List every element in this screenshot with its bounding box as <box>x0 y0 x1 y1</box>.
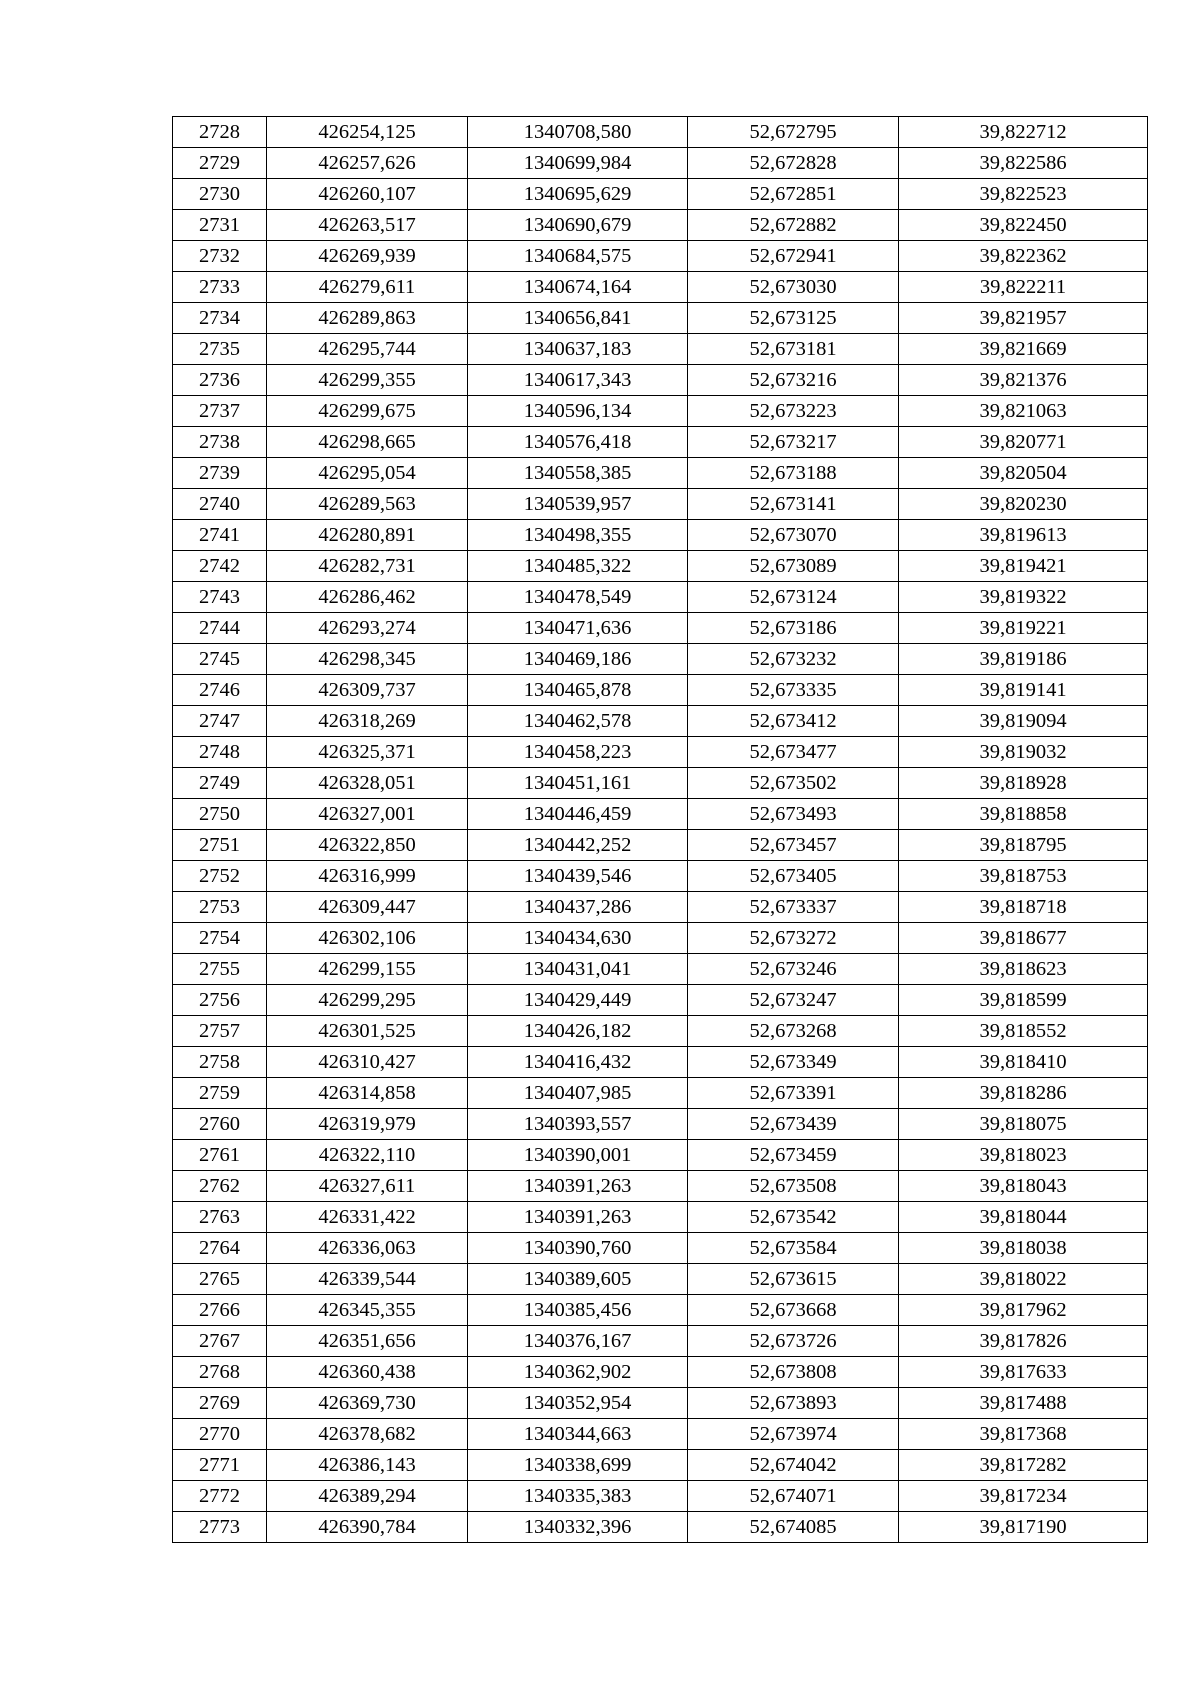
latitude-cell: 52,673477 <box>688 737 899 768</box>
longitude-cell: 39,819322 <box>899 582 1148 613</box>
point-number-cell: 2762 <box>173 1171 267 1202</box>
table-row <box>173 1140 1148 1171</box>
y-coordinate-cell: 1340434,630 <box>468 923 688 954</box>
y-coordinate-cell: 1340376,167 <box>468 1326 688 1357</box>
longitude-cell: 39,819421 <box>899 551 1148 582</box>
x-coordinate-cell: 426390,784 <box>267 1512 468 1543</box>
table-row <box>173 582 1148 613</box>
table-row <box>173 241 1148 272</box>
point-number-cell: 2729 <box>173 148 267 179</box>
longitude-cell: 39,818410 <box>899 1047 1148 1078</box>
point-number-cell: 2728 <box>173 117 267 148</box>
x-coordinate-cell: 426280,891 <box>267 520 468 551</box>
latitude-cell: 52,673188 <box>688 458 899 489</box>
point-number-cell: 2769 <box>173 1388 267 1419</box>
y-coordinate-cell: 1340393,557 <box>468 1109 688 1140</box>
table-row <box>173 551 1148 582</box>
x-coordinate-cell: 426309,447 <box>267 892 468 923</box>
point-number-cell: 2748 <box>173 737 267 768</box>
latitude-cell: 52,673335 <box>688 675 899 706</box>
y-coordinate-cell: 1340465,878 <box>468 675 688 706</box>
point-number-cell: 2761 <box>173 1140 267 1171</box>
y-coordinate-cell: 1340690,679 <box>468 210 688 241</box>
point-number-cell: 2731 <box>173 210 267 241</box>
x-coordinate-cell: 426299,295 <box>267 985 468 1016</box>
x-coordinate-cell: 426327,611 <box>267 1171 468 1202</box>
y-coordinate-cell: 1340390,760 <box>468 1233 688 1264</box>
latitude-cell: 52,673349 <box>688 1047 899 1078</box>
x-coordinate-cell: 426360,438 <box>267 1357 468 1388</box>
x-coordinate-cell: 426286,462 <box>267 582 468 613</box>
latitude-cell: 52,673247 <box>688 985 899 1016</box>
latitude-cell: 52,672941 <box>688 241 899 272</box>
point-number-cell: 2760 <box>173 1109 267 1140</box>
latitude-cell: 52,673070 <box>688 520 899 551</box>
point-number-cell: 2766 <box>173 1295 267 1326</box>
table-row <box>173 1109 1148 1140</box>
latitude-cell: 52,672828 <box>688 148 899 179</box>
latitude-cell: 52,672882 <box>688 210 899 241</box>
table-row <box>173 1512 1148 1543</box>
table-row <box>173 923 1148 954</box>
table-row <box>173 644 1148 675</box>
x-coordinate-cell: 426289,863 <box>267 303 468 334</box>
latitude-cell: 52,674042 <box>688 1450 899 1481</box>
longitude-cell: 39,821957 <box>899 303 1148 334</box>
latitude-cell: 52,673893 <box>688 1388 899 1419</box>
x-coordinate-cell: 426263,517 <box>267 210 468 241</box>
longitude-cell: 39,817488 <box>899 1388 1148 1419</box>
longitude-cell: 39,818928 <box>899 768 1148 799</box>
y-coordinate-cell: 1340352,954 <box>468 1388 688 1419</box>
table-row <box>173 737 1148 768</box>
table-row <box>173 179 1148 210</box>
latitude-cell: 52,674071 <box>688 1481 899 1512</box>
table-row <box>173 613 1148 644</box>
x-coordinate-cell: 426386,143 <box>267 1450 468 1481</box>
latitude-cell: 52,673615 <box>688 1264 899 1295</box>
longitude-cell: 39,817962 <box>899 1295 1148 1326</box>
y-coordinate-cell: 1340442,252 <box>468 830 688 861</box>
point-number-cell: 2772 <box>173 1481 267 1512</box>
latitude-cell: 52,673246 <box>688 954 899 985</box>
latitude-cell: 52,673125 <box>688 303 899 334</box>
point-number-cell: 2745 <box>173 644 267 675</box>
point-number-cell: 2756 <box>173 985 267 1016</box>
point-number-cell: 2742 <box>173 551 267 582</box>
y-coordinate-cell: 1340617,343 <box>468 365 688 396</box>
longitude-cell: 39,819141 <box>899 675 1148 706</box>
latitude-cell: 52,673272 <box>688 923 899 954</box>
latitude-cell: 52,673439 <box>688 1109 899 1140</box>
latitude-cell: 52,673808 <box>688 1357 899 1388</box>
table-row <box>173 520 1148 551</box>
y-coordinate-cell: 1340539,957 <box>468 489 688 520</box>
latitude-cell: 52,673216 <box>688 365 899 396</box>
x-coordinate-cell: 426327,001 <box>267 799 468 830</box>
table-row <box>173 1295 1148 1326</box>
point-number-cell: 2737 <box>173 396 267 427</box>
longitude-cell: 39,818795 <box>899 830 1148 861</box>
table-row <box>173 830 1148 861</box>
y-coordinate-cell: 1340446,459 <box>468 799 688 830</box>
longitude-cell: 39,822523 <box>899 179 1148 210</box>
x-coordinate-cell: 426389,294 <box>267 1481 468 1512</box>
y-coordinate-cell: 1340656,841 <box>468 303 688 334</box>
longitude-cell: 39,818038 <box>899 1233 1148 1264</box>
longitude-cell: 39,817368 <box>899 1419 1148 1450</box>
y-coordinate-cell: 1340362,902 <box>468 1357 688 1388</box>
latitude-cell: 52,673181 <box>688 334 899 365</box>
point-number-cell: 2739 <box>173 458 267 489</box>
longitude-cell: 39,818044 <box>899 1202 1148 1233</box>
table-row <box>173 892 1148 923</box>
longitude-cell: 39,818552 <box>899 1016 1148 1047</box>
longitude-cell: 39,820230 <box>899 489 1148 520</box>
latitude-cell: 52,673412 <box>688 706 899 737</box>
longitude-cell: 39,818753 <box>899 861 1148 892</box>
longitude-cell: 39,818022 <box>899 1264 1148 1295</box>
x-coordinate-cell: 426299,355 <box>267 365 468 396</box>
longitude-cell: 39,818023 <box>899 1140 1148 1171</box>
y-coordinate-cell: 1340431,041 <box>468 954 688 985</box>
latitude-cell: 52,673141 <box>688 489 899 520</box>
longitude-cell: 39,822586 <box>899 148 1148 179</box>
x-coordinate-cell: 426282,731 <box>267 551 468 582</box>
x-coordinate-cell: 426260,107 <box>267 179 468 210</box>
table-row <box>173 1202 1148 1233</box>
x-coordinate-cell: 426325,371 <box>267 737 468 768</box>
x-coordinate-cell: 426378,682 <box>267 1419 468 1450</box>
longitude-cell: 39,822211 <box>899 272 1148 303</box>
longitude-cell: 39,822712 <box>899 117 1148 148</box>
longitude-cell: 39,819094 <box>899 706 1148 737</box>
longitude-cell: 39,818286 <box>899 1078 1148 1109</box>
point-number-cell: 2746 <box>173 675 267 706</box>
coordinates-table-body <box>173 117 1148 1543</box>
table-row <box>173 768 1148 799</box>
longitude-cell: 39,818858 <box>899 799 1148 830</box>
x-coordinate-cell: 426328,051 <box>267 768 468 799</box>
table-row <box>173 489 1148 520</box>
point-number-cell: 2751 <box>173 830 267 861</box>
x-coordinate-cell: 426314,858 <box>267 1078 468 1109</box>
y-coordinate-cell: 1340335,383 <box>468 1481 688 1512</box>
longitude-cell: 39,817633 <box>899 1357 1148 1388</box>
y-coordinate-cell: 1340462,578 <box>468 706 688 737</box>
point-number-cell: 2773 <box>173 1512 267 1543</box>
table-row <box>173 1171 1148 1202</box>
coordinates-table <box>172 116 1148 1543</box>
point-number-cell: 2759 <box>173 1078 267 1109</box>
point-number-cell: 2754 <box>173 923 267 954</box>
latitude-cell: 52,673542 <box>688 1202 899 1233</box>
latitude-cell: 52,673502 <box>688 768 899 799</box>
latitude-cell: 52,673232 <box>688 644 899 675</box>
x-coordinate-cell: 426302,106 <box>267 923 468 954</box>
longitude-cell: 39,821376 <box>899 365 1148 396</box>
latitude-cell: 52,673268 <box>688 1016 899 1047</box>
table-row <box>173 1264 1148 1295</box>
x-coordinate-cell: 426310,427 <box>267 1047 468 1078</box>
point-number-cell: 2747 <box>173 706 267 737</box>
longitude-cell: 39,818677 <box>899 923 1148 954</box>
point-number-cell: 2743 <box>173 582 267 613</box>
x-coordinate-cell: 426289,563 <box>267 489 468 520</box>
table-row <box>173 706 1148 737</box>
table-row <box>173 148 1148 179</box>
x-coordinate-cell: 426301,525 <box>267 1016 468 1047</box>
longitude-cell: 39,818043 <box>899 1171 1148 1202</box>
y-coordinate-cell: 1340407,985 <box>468 1078 688 1109</box>
y-coordinate-cell: 1340558,385 <box>468 458 688 489</box>
point-number-cell: 2733 <box>173 272 267 303</box>
x-coordinate-cell: 426293,274 <box>267 613 468 644</box>
y-coordinate-cell: 1340708,580 <box>468 117 688 148</box>
x-coordinate-cell: 426339,544 <box>267 1264 468 1295</box>
x-coordinate-cell: 426316,999 <box>267 861 468 892</box>
latitude-cell: 52,673337 <box>688 892 899 923</box>
latitude-cell: 52,673459 <box>688 1140 899 1171</box>
x-coordinate-cell: 426257,626 <box>267 148 468 179</box>
longitude-cell: 39,822450 <box>899 210 1148 241</box>
y-coordinate-cell: 1340478,549 <box>468 582 688 613</box>
table-row <box>173 954 1148 985</box>
table-row <box>173 1326 1148 1357</box>
y-coordinate-cell: 1340332,396 <box>468 1512 688 1543</box>
point-number-cell: 2735 <box>173 334 267 365</box>
latitude-cell: 52,673030 <box>688 272 899 303</box>
x-coordinate-cell: 426299,155 <box>267 954 468 985</box>
x-coordinate-cell: 426298,665 <box>267 427 468 458</box>
latitude-cell: 52,673457 <box>688 830 899 861</box>
x-coordinate-cell: 426336,063 <box>267 1233 468 1264</box>
table-row <box>173 1450 1148 1481</box>
x-coordinate-cell: 426269,939 <box>267 241 468 272</box>
x-coordinate-cell: 426309,737 <box>267 675 468 706</box>
longitude-cell: 39,820771 <box>899 427 1148 458</box>
y-coordinate-cell: 1340637,183 <box>468 334 688 365</box>
point-number-cell: 2765 <box>173 1264 267 1295</box>
longitude-cell: 39,819032 <box>899 737 1148 768</box>
table-row <box>173 272 1148 303</box>
y-coordinate-cell: 1340391,263 <box>468 1171 688 1202</box>
table-row <box>173 210 1148 241</box>
latitude-cell: 52,673405 <box>688 861 899 892</box>
x-coordinate-cell: 426331,422 <box>267 1202 468 1233</box>
point-number-cell: 2744 <box>173 613 267 644</box>
table-row <box>173 675 1148 706</box>
point-number-cell: 2730 <box>173 179 267 210</box>
latitude-cell: 52,673508 <box>688 1171 899 1202</box>
table-row <box>173 1233 1148 1264</box>
point-number-cell: 2758 <box>173 1047 267 1078</box>
table-row <box>173 117 1148 148</box>
x-coordinate-cell: 426279,611 <box>267 272 468 303</box>
longitude-cell: 39,817234 <box>899 1481 1148 1512</box>
x-coordinate-cell: 426351,656 <box>267 1326 468 1357</box>
y-coordinate-cell: 1340674,164 <box>468 272 688 303</box>
x-coordinate-cell: 426345,355 <box>267 1295 468 1326</box>
y-coordinate-cell: 1340684,575 <box>468 241 688 272</box>
longitude-cell: 39,821669 <box>899 334 1148 365</box>
longitude-cell: 39,818599 <box>899 985 1148 1016</box>
y-coordinate-cell: 1340439,546 <box>468 861 688 892</box>
table-row <box>173 861 1148 892</box>
y-coordinate-cell: 1340699,984 <box>468 148 688 179</box>
point-number-cell: 2771 <box>173 1450 267 1481</box>
table-row <box>173 334 1148 365</box>
point-number-cell: 2770 <box>173 1419 267 1450</box>
point-number-cell: 2767 <box>173 1326 267 1357</box>
y-coordinate-cell: 1340416,432 <box>468 1047 688 1078</box>
latitude-cell: 52,673217 <box>688 427 899 458</box>
y-coordinate-cell: 1340338,699 <box>468 1450 688 1481</box>
longitude-cell: 39,817190 <box>899 1512 1148 1543</box>
x-coordinate-cell: 426318,269 <box>267 706 468 737</box>
y-coordinate-cell: 1340471,636 <box>468 613 688 644</box>
table-row <box>173 1078 1148 1109</box>
point-number-cell: 2736 <box>173 365 267 396</box>
y-coordinate-cell: 1340451,161 <box>468 768 688 799</box>
x-coordinate-cell: 426369,730 <box>267 1388 468 1419</box>
y-coordinate-cell: 1340485,322 <box>468 551 688 582</box>
table-row <box>173 1388 1148 1419</box>
point-number-cell: 2768 <box>173 1357 267 1388</box>
latitude-cell: 52,674085 <box>688 1512 899 1543</box>
x-coordinate-cell: 426254,125 <box>267 117 468 148</box>
longitude-cell: 39,817282 <box>899 1450 1148 1481</box>
latitude-cell: 52,673089 <box>688 551 899 582</box>
longitude-cell: 39,822362 <box>899 241 1148 272</box>
table-row <box>173 303 1148 334</box>
y-coordinate-cell: 1340344,663 <box>468 1419 688 1450</box>
x-coordinate-cell: 426298,345 <box>267 644 468 675</box>
x-coordinate-cell: 426322,110 <box>267 1140 468 1171</box>
table-row <box>173 427 1148 458</box>
x-coordinate-cell: 426295,054 <box>267 458 468 489</box>
point-number-cell: 2752 <box>173 861 267 892</box>
table-row <box>173 799 1148 830</box>
longitude-cell: 39,821063 <box>899 396 1148 427</box>
point-number-cell: 2741 <box>173 520 267 551</box>
y-coordinate-cell: 1340385,456 <box>468 1295 688 1326</box>
point-number-cell: 2732 <box>173 241 267 272</box>
latitude-cell: 52,673186 <box>688 613 899 644</box>
longitude-cell: 39,819221 <box>899 613 1148 644</box>
longitude-cell: 39,817826 <box>899 1326 1148 1357</box>
x-coordinate-cell: 426319,979 <box>267 1109 468 1140</box>
longitude-cell: 39,818623 <box>899 954 1148 985</box>
latitude-cell: 52,673391 <box>688 1078 899 1109</box>
point-number-cell: 2764 <box>173 1233 267 1264</box>
y-coordinate-cell: 1340576,418 <box>468 427 688 458</box>
longitude-cell: 39,818718 <box>899 892 1148 923</box>
y-coordinate-cell: 1340469,186 <box>468 644 688 675</box>
latitude-cell: 52,673124 <box>688 582 899 613</box>
point-number-cell: 2763 <box>173 1202 267 1233</box>
latitude-cell: 52,673493 <box>688 799 899 830</box>
longitude-cell: 39,819613 <box>899 520 1148 551</box>
longitude-cell: 39,818075 <box>899 1109 1148 1140</box>
x-coordinate-cell: 426295,744 <box>267 334 468 365</box>
y-coordinate-cell: 1340390,001 <box>468 1140 688 1171</box>
latitude-cell: 52,673974 <box>688 1419 899 1450</box>
table-row <box>173 1016 1148 1047</box>
table-row <box>173 1047 1148 1078</box>
point-number-cell: 2740 <box>173 489 267 520</box>
y-coordinate-cell: 1340498,355 <box>468 520 688 551</box>
y-coordinate-cell: 1340389,605 <box>468 1264 688 1295</box>
table-row <box>173 396 1148 427</box>
longitude-cell: 39,819186 <box>899 644 1148 675</box>
y-coordinate-cell: 1340426,182 <box>468 1016 688 1047</box>
y-coordinate-cell: 1340596,134 <box>468 396 688 427</box>
x-coordinate-cell: 426322,850 <box>267 830 468 861</box>
point-number-cell: 2738 <box>173 427 267 458</box>
table-row <box>173 1481 1148 1512</box>
y-coordinate-cell: 1340429,449 <box>468 985 688 1016</box>
latitude-cell: 52,672851 <box>688 179 899 210</box>
table-row <box>173 1419 1148 1450</box>
table-row <box>173 365 1148 396</box>
y-coordinate-cell: 1340458,223 <box>468 737 688 768</box>
table-row <box>173 458 1148 489</box>
latitude-cell: 52,673726 <box>688 1326 899 1357</box>
latitude-cell: 52,673584 <box>688 1233 899 1264</box>
x-coordinate-cell: 426299,675 <box>267 396 468 427</box>
latitude-cell: 52,673223 <box>688 396 899 427</box>
point-number-cell: 2750 <box>173 799 267 830</box>
point-number-cell: 2753 <box>173 892 267 923</box>
point-number-cell: 2734 <box>173 303 267 334</box>
table-row <box>173 1357 1148 1388</box>
y-coordinate-cell: 1340695,629 <box>468 179 688 210</box>
point-number-cell: 2749 <box>173 768 267 799</box>
point-number-cell: 2755 <box>173 954 267 985</box>
y-coordinate-cell: 1340437,286 <box>468 892 688 923</box>
latitude-cell: 52,673668 <box>688 1295 899 1326</box>
point-number-cell: 2757 <box>173 1016 267 1047</box>
latitude-cell: 52,672795 <box>688 117 899 148</box>
table-row <box>173 985 1148 1016</box>
y-coordinate-cell: 1340391,263 <box>468 1202 688 1233</box>
longitude-cell: 39,820504 <box>899 458 1148 489</box>
